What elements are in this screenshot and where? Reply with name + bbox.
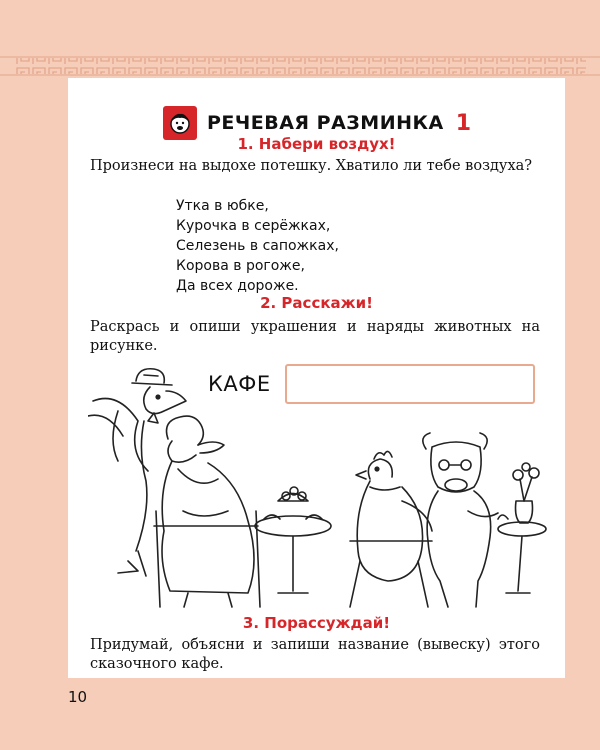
poem-line: Утка в юбке, <box>176 198 269 214</box>
exercise-card <box>68 78 565 678</box>
table-right-drawing <box>498 463 546 593</box>
section3-heading: 3. Порассуждай! <box>242 614 391 632</box>
section2-heading: 2. Расскажи! <box>260 294 373 312</box>
section1-heading: 1. Набери воздух! <box>237 135 396 153</box>
poem-line: Корова в рогоже, <box>176 258 305 274</box>
section2-instruction: Раскрась и опиши украшения и наряды животных на рисунке. <box>90 319 540 354</box>
page-number: 10 <box>68 688 88 706</box>
cafe-sign-label: КАФЕ <box>208 372 271 396</box>
poem-line: Курочка в серёжках, <box>176 218 331 234</box>
page-title: РЕЧЕВАЯ РАЗМИНКА <box>207 112 444 134</box>
cow-drawing <box>423 433 498 607</box>
lesson-number: 1 <box>455 110 472 136</box>
section3-instruction: Придумай, объясни и запиши название (вывеску) этого сказочного кафе. <box>90 637 540 672</box>
poem-line: Да всех дороже. <box>176 278 299 294</box>
hen-drawing <box>350 451 432 607</box>
section1-instruction: Произнеси на выдохе потешку. Хватило ли тебе воздуха? <box>90 158 533 174</box>
drake-drawing <box>88 369 186 576</box>
cafe-name-blank[interactable] <box>285 364 535 404</box>
table-left-drawing <box>255 487 331 593</box>
duck-drawing <box>154 416 260 607</box>
nursery-rhyme <box>176 196 339 296</box>
poem-line: Селезень в сапожках, <box>176 238 339 254</box>
